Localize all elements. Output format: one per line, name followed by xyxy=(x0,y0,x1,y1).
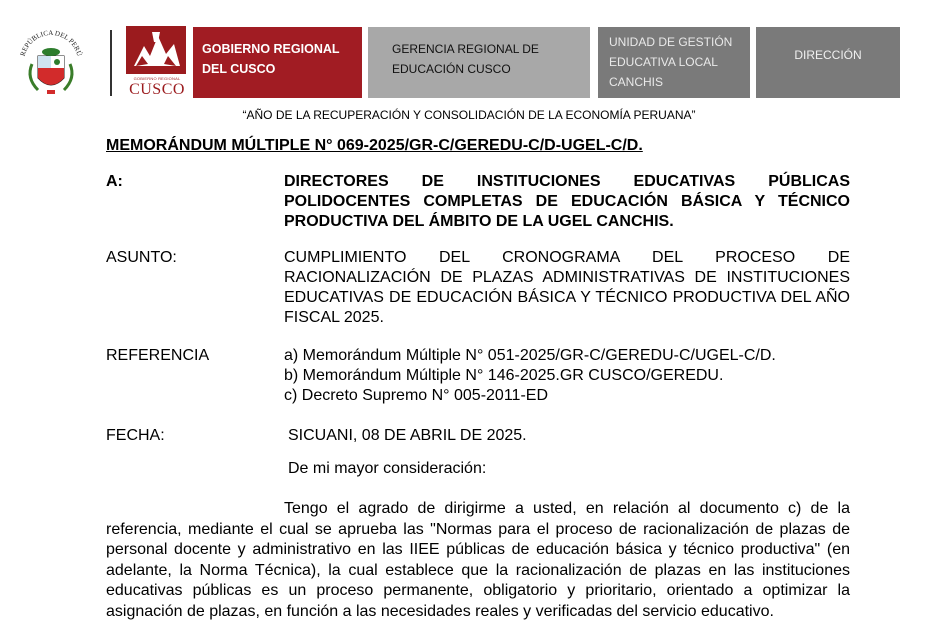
reference-item: c) Decreto Supremo N° 005-2011-ED xyxy=(284,387,548,404)
gerencia-line-2: EDUCACIÓN CUSCO xyxy=(392,62,511,76)
subject-label: ASUNTO: xyxy=(106,249,177,266)
seal-text: REPÚBLICA DEL PERÚ xyxy=(18,28,84,58)
body-paragraph: Tengo el agrado de dirigirme a usted, en relación al documento c) de la referencia, mediante el cual se aprueba las "Normas para el proceso de racionalización de plazas de personal docente y administrativo en las IIEE públicas de educación básica y técnico productiva" (en adelante, la Norma Técnica), la cual establece que la racionalización de plazas en las instituciones educativas públicas es un proceso permanente, obligatorio y prioritario, orientado a optimizar la asignación de plazas, en función a las necesidades reales y verificadas del servicio educativo. xyxy=(106,500,850,620)
subject-value: CUMPLIMIENTO DEL CRONOGRAMA DEL PROCESO DE RACIONALIZACIÓN DE PLAZAS ADMINISTRATIVAS DE INSTITUCIONES EDUCATIVAS DE EDUCACIÓN BÁSICA Y TÉCNICO PRODUCTIVA DEL AÑO FISCAL 2025. xyxy=(284,249,850,326)
reference-item: b) Memorándum Múltiple N° 146-2025.GR CUSCO/GEREDU. xyxy=(284,367,724,384)
ugel-line-3: CANCHIS xyxy=(609,75,664,89)
date-value: SICUANI, 08 DE ABRIL DE 2025. xyxy=(288,427,527,444)
header-box-ugel xyxy=(598,27,750,98)
reference-list xyxy=(284,346,850,406)
ugel-line-1: UNIDAD DE GESTIÓN xyxy=(609,35,733,49)
to-value: DIRECTORES DE INSTITUCIONES EDUCATIVAS PÚBLICAS POLIDOCENTES COMPLETAS DE EDUCACIÓN BÁSICA Y TÉCNICO PRODUCTIVA DEL ÁMBITO DE LA UGEL CANCHIS. xyxy=(284,173,850,230)
header-box-direccion: DIRECCIÓN xyxy=(756,27,900,98)
reference-item: a) Memorándum Múltiple N° 051-2025/GR-C/GEREDU-C/UGEL-C/D. xyxy=(284,347,776,364)
ugel-line-2: EDUCATIVA LOCAL xyxy=(609,55,718,69)
gore-line-2: DEL CUSCO xyxy=(202,62,276,76)
header-box-gerencia xyxy=(368,27,590,98)
greeting: De mi mayor consideración: xyxy=(288,460,487,477)
memo-title: MEMORÁNDUM MÚLTIPLE N° 069-2025/GR-C/GEREDU-C/D-UGEL-C/D. xyxy=(106,137,643,154)
cusco-word: CUSCO xyxy=(129,81,185,98)
header-divider xyxy=(110,30,112,96)
reference-label: REFERENCIA xyxy=(106,347,210,364)
letterhead xyxy=(0,0,938,100)
cusco-small-text: GOBIERNO REGIONAL xyxy=(133,76,181,81)
gerencia-line-1: GERENCIA REGIONAL DE xyxy=(392,42,539,56)
header-box-gobierno-regional xyxy=(193,27,362,98)
year-name: “AÑO DE LA RECUPERACIÓN Y CONSOLIDACIÓN DE LA ECONOMÍA PERUANA” xyxy=(242,108,696,122)
peru-coat-of-arms-icon xyxy=(18,26,84,98)
to-label: A: xyxy=(106,173,123,190)
date-label: FECHA: xyxy=(106,427,165,444)
gore-line-1: GOBIERNO REGIONAL xyxy=(202,42,340,56)
